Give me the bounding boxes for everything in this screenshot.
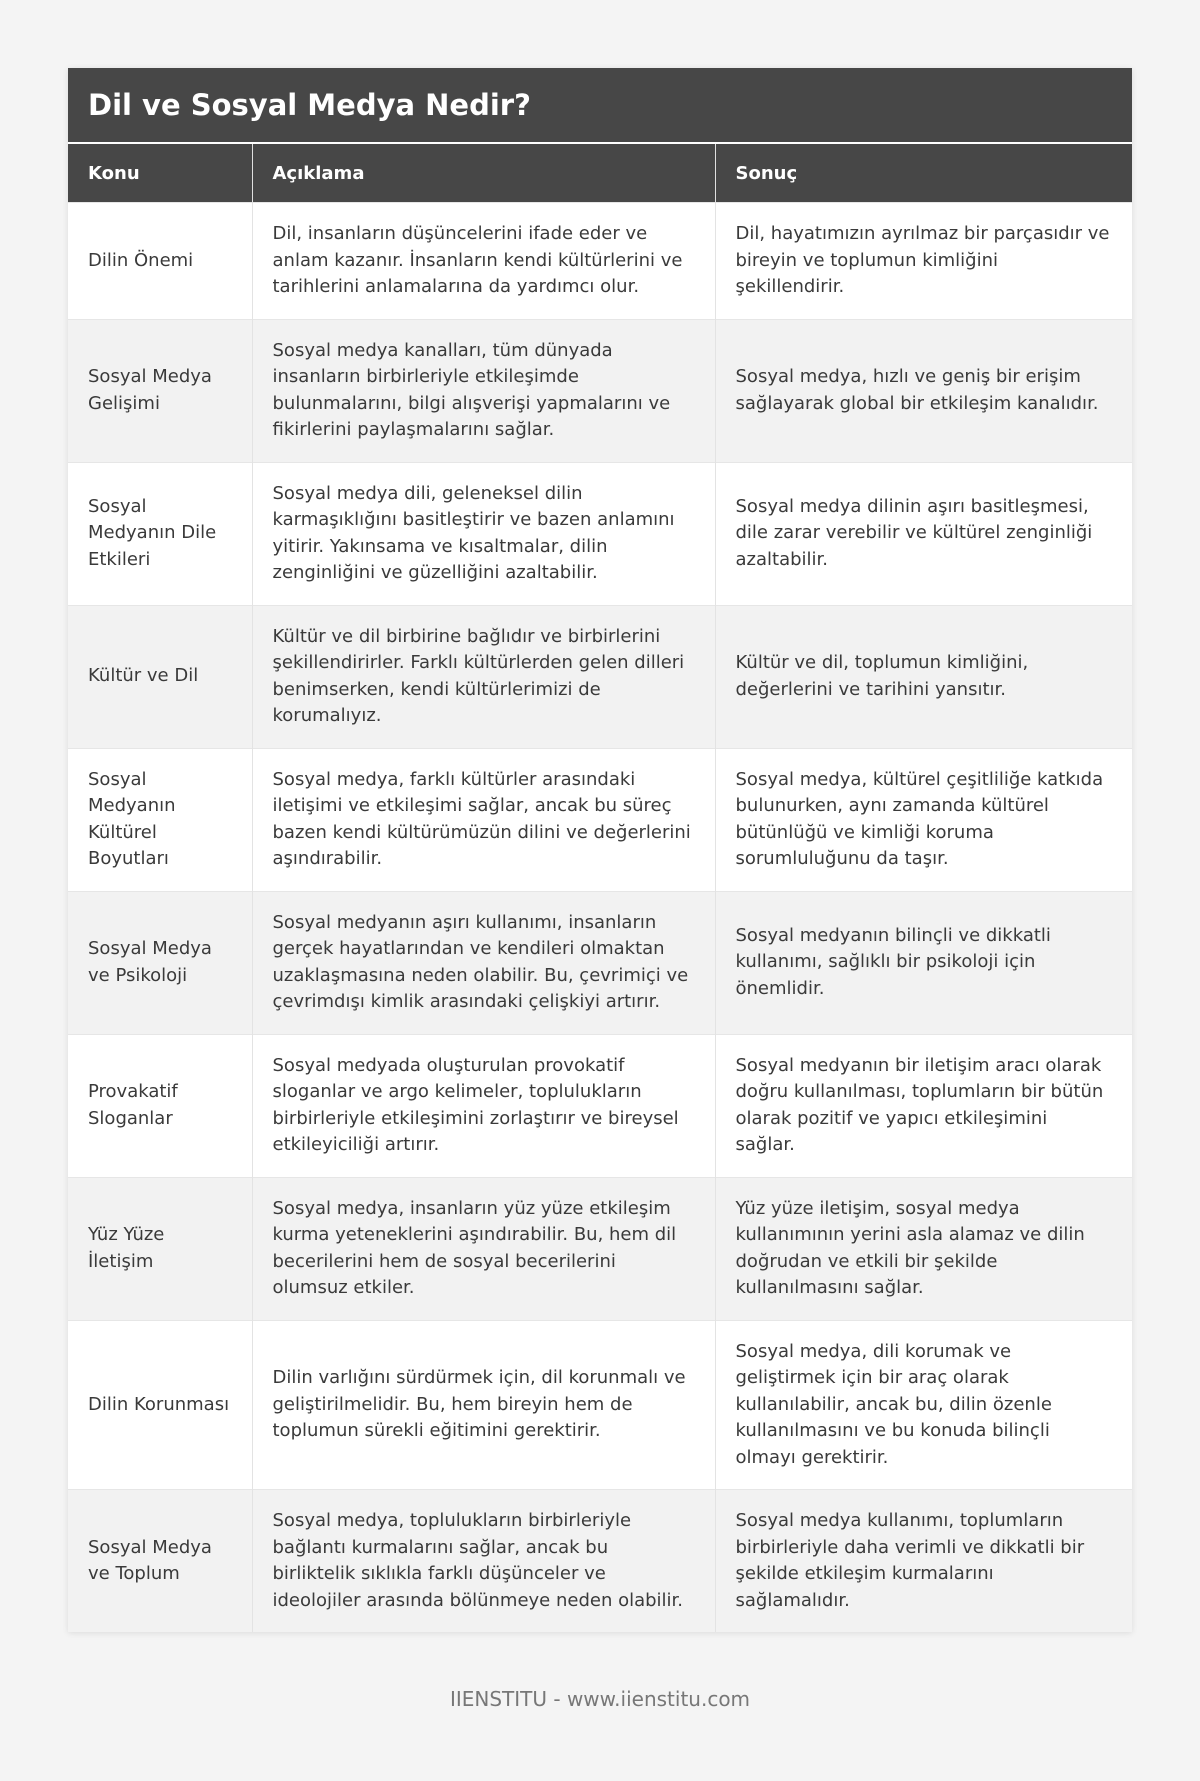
table-row — [68, 891, 1132, 1034]
cell-topic: Kültür ve Dil — [68, 605, 252, 748]
cell-description: Sosyal medya, farklı kültürler arasındaki iletişimi ve etkileşimi sağlar, ancak bu süreç bazen kendi kültürümüzün dilini ve değerlerini aşındırabilir. — [252, 748, 715, 891]
cell-description: Sosyal medyanın aşırı kullanımı, insanların gerçek hayatlarından ve kendileri olmaktan uzaklaşmasına neden olabilir. Bu, çevrimiçi ve çevrimdışı kimlik arasındaki çelişkiyi artırır. — [252, 891, 715, 1034]
title-bar — [68, 68, 1132, 144]
cell-topic: Sosyal Medya Gelişimi — [68, 319, 252, 462]
cell-result: Sosyal medya dilinin aşırı basitleşmesi, dile zarar verebilir ve kültürel zenginliği azaltabilir. — [715, 462, 1132, 605]
table-row — [68, 1490, 1132, 1633]
table-row — [68, 462, 1132, 605]
cell-result: Sosyal medya, hızlı ve geniş bir erişim sağlayarak global bir etkileşim kanalıdır. — [715, 319, 1132, 462]
table-row — [68, 1320, 1132, 1490]
cell-result: Sosyal medyanın bilinçli ve dikkatli kullanımı, sağlıklı bir psikoloji için önemlidir. — [715, 891, 1132, 1034]
cell-description: Dilin varlığını sürdürmek için, dil korunmalı ve geliştirilmelidir. Bu, hem bireyin hem de toplumun sürekli eğitimini gerektirir. — [252, 1320, 715, 1490]
column-header-aciklama: Açıklama — [252, 144, 715, 203]
cell-result: Sosyal medya, dili korumak ve geliştirmek için bir araç olarak kullanılabilir, ancak bu, dilin özenle kullanılmasını ve bu konuda bilinçli olmayı gerektirir. — [715, 1320, 1132, 1490]
cell-result: Dil, hayatımızın ayrılmaz bir parçasıdır ve bireyin ve toplumun kimliğini şekillendirir. — [715, 203, 1132, 320]
cell-topic: Sosyal Medya ve Toplum — [68, 1490, 252, 1633]
cell-result: Sosyal medya, kültürel çeşitliliğe katkıda bulunurken, aynı zamanda kültürel bütünlüğü ve kimliği koruma sorumluluğunu da taşır. — [715, 748, 1132, 891]
column-header-sonuc: Sonuç — [715, 144, 1132, 203]
table-row — [68, 748, 1132, 891]
info-table — [68, 144, 1132, 1632]
cell-topic: Dilin Korunması — [68, 1320, 252, 1490]
cell-result: Sosyal medyanın bir iletişim aracı olarak doğru kullanılması, toplumların bir bütün olarak pozitif ve yapıcı etkileşimini sağlar. — [715, 1034, 1132, 1177]
cell-topic: Sosyal Medyanın Dile Etkileri — [68, 462, 252, 605]
cell-result: Yüz yüze iletişim, sosyal medya kullanımının yerini asla alamaz ve dilin doğrudan ve etkili bir şekilde kullanılmasını sağlar. — [715, 1177, 1132, 1320]
page-title: Dil ve Sosyal Medya Nedir? — [88, 88, 531, 122]
cell-description: Kültür ve dil birbirine bağlıdır ve birbirlerini şekillendirirler. Farklı kültürlerden gelen dilleri benimserken, kendi kültürlerimizi de korumalıyız. — [252, 605, 715, 748]
cell-result: Sosyal medya kullanımı, toplumların birbirleriyle daha verimli ve dikkatli bir şekilde etkileşim kurmalarını sağlamalıdır. — [715, 1490, 1132, 1633]
cell-description: Sosyal medyada oluşturulan provokatif sloganlar ve argo kelimeler, toplulukların birbirleriyle etkileşimini zorlaştırır ve bireysel etkileyiciliği artırır. — [252, 1034, 715, 1177]
cell-description: Dil, insanların düşüncelerini ifade eder ve anlam kazanır. İnsanların kendi kültürlerini ve tarihlerini anlamalarına da yardımcı olur. — [252, 203, 715, 320]
footer-credit: IIENSTITU - www.iienstitu.com — [449, 1687, 751, 1711]
cell-topic: Sosyal Medya ve Psikoloji — [68, 891, 252, 1034]
table-row — [68, 605, 1132, 748]
cell-topic: Yüz Yüze İletişim — [68, 1177, 252, 1320]
cell-description: Sosyal medya, insanların yüz yüze etkileşim kurma yeteneklerini aşındırabilir. Bu, hem dil becerilerini hem de sosyal becerilerini olumsuz etkiler. — [252, 1177, 715, 1320]
table-row — [68, 1177, 1132, 1320]
table-row — [68, 1034, 1132, 1177]
cell-description: Sosyal medya kanalları, tüm dünyada insanların birbirleriyle etkileşimde bulunmalarını, bilgi alışverişi yapmalarını ve fikirlerini paylaşmalarını sağlar. — [252, 319, 715, 462]
table-header-row — [68, 144, 1132, 203]
cell-topic: Dilin Önemi — [68, 203, 252, 320]
cell-topic: Sosyal Medyanın Kültürel Boyutları — [68, 748, 252, 891]
cell-description: Sosyal medya dili, geleneksel dilin karmaşıklığını basitleştirir ve bazen anlamını yitirir. Yakınsama ve kısaltmalar, dilin zenginliğini ve güzelliğini azaltabilir. — [252, 462, 715, 605]
column-header-konu: Konu — [68, 144, 252, 203]
table-row — [68, 319, 1132, 462]
cell-topic: Provakatif Sloganlar — [68, 1034, 252, 1177]
table-row — [68, 203, 1132, 320]
content-card — [68, 68, 1132, 1632]
cell-description: Sosyal medya, toplulukların birbirleriyle bağlantı kurmalarını sağlar, ancak bu birliktelik sıklıkla farklı düşünceler ve ideolojiler arasında bölünmeye neden olabilir. — [252, 1490, 715, 1633]
cell-result: Kültür ve dil, toplumun kimliğini, değerlerini ve tarihini yansıtır. — [715, 605, 1132, 748]
